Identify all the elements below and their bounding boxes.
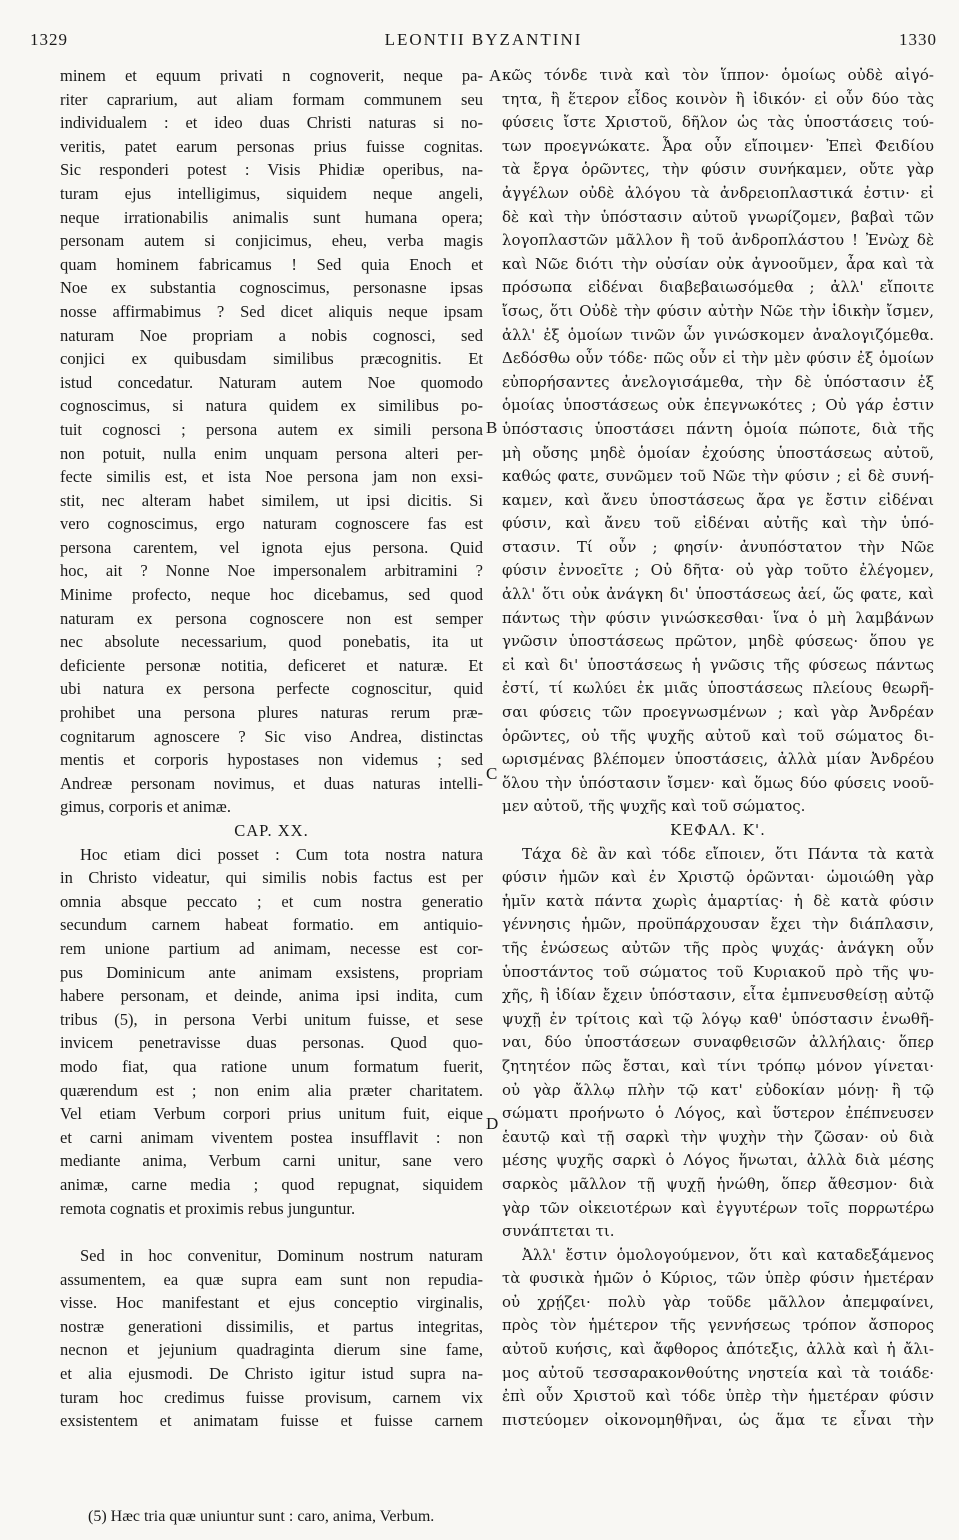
latin-text-line: riter caprarium, aut aliam formam communem seu — [60, 89, 483, 109]
latin-text-line: cognoscimus, si natura quidem ex similibus po- — [60, 396, 483, 416]
latin-text-line: exsistentem et animatam fuisse et fuisse carnem — [60, 1411, 483, 1431]
page-number-left: 1329 — [30, 30, 68, 49]
latin-text-line: tuit cognosci ; persona autem ex simili persona — [60, 419, 483, 439]
greek-text-line: ὑπόστασις ὑποστάσει πάντη ὁμοία πώποτε, διὰ τῆς — [502, 419, 934, 438]
margin-letter-b: B — [486, 418, 498, 437]
greek-text-line: γέννησις ἡμῶν, προϋπάρχουσαν ἔχει τὴν διάπλασιν, — [502, 915, 934, 934]
greek-text-line: φύσιν ἡμῶν καὶ ἐν Χριστῷ ὁρῶνται· ὡμοιώθη γὰρ — [502, 868, 934, 887]
greek-text-line: καμεν, καὶ ἄνευ ὑποστάσεως ἄρα γε ἔστιν εἰδέναι — [502, 490, 934, 509]
latin-text-line: gimus, corporis et animæ. — [60, 797, 231, 817]
greek-text-line: σώματι προήνωτο ὁ Λόγος, καὶ ὕστερον ἐπέπνευσεν — [502, 1104, 934, 1123]
greek-text-line: πιστεύομεν οἰκονομηθῆναι, ὡς ἅμα τε εἶναι τὴν — [502, 1410, 934, 1429]
greek-text-line: συνάπτεται τι. — [502, 1222, 615, 1241]
greek-text-line: ὁμοίας ὑποστάσεως οὐκ ἐπεγνωκότες ; Οὐ γάρ ἐστιν — [502, 396, 934, 415]
greek-text-line: ὅλου τὴν ὑπόστασιν ἴσμεν· καὶ ὅμως δύο φύσεις νοοῦ- — [502, 773, 934, 792]
latin-text-line: nec absolute necessarium, quod ponebatis, ita ut — [60, 632, 483, 652]
latin-text-line: Hoc etiam dici posset : Cum tota nostra natura — [80, 844, 483, 864]
latin-text-line: istud concedatur. Naturam autem Noe quomodo — [60, 372, 483, 392]
greek-text-line: πρόσωπα εἰδέναι διαβεβαιωσόμεθα ; ἀλλ' εἴποιτε — [502, 278, 934, 297]
greek-text-line: μος αὐτοῦ τεσσαρακονθούτης νηστεία καὶ τὰ τοιάδε· — [502, 1363, 934, 1382]
greek-text-line: ωρισμένας βλέπομεν ὑποστάσεις, ἀλλὰ μίαν Ἀνδρέου — [502, 750, 934, 769]
latin-text-line: invicem penetravisse duas personas. Quod quo- — [60, 1033, 483, 1053]
latin-text-line: Minime profecto, neque hoc dicebamus, sed quod — [60, 585, 483, 605]
greek-text-line: ἴσως, ὅτι Οὐδὲ τὴν φύσιν αὐτὴν Νῶε τὴν ἰδικὴν ἴσμεν, — [502, 301, 934, 320]
greek-text-line: αὐτοῦ κυήσις, καὶ ἄφθορος ἀπότεξις, ἀλλὰ καὶ ἡ ἄλι- — [502, 1340, 934, 1359]
greek-text-line: οὐ γὰρ ἄλλῳ πλὴν τῷ κατ' εὐδοκίαν μόνῃ· ἢ τῷ — [502, 1080, 934, 1099]
latin-text-line: secundum carnem habeat formatio. em antiquio- — [60, 915, 483, 935]
greek-text-line: πάντως τὴν φύσιν γινώσκεσθαι· ἵνα ὁ μὴ λαμβάνων — [502, 608, 934, 627]
latin-text-line: et carni animam viventem postea insufflavit : non — [60, 1127, 483, 1147]
latin-text-line: nosse affirmabimus ? Sed dicet aliquis neque ipsam — [60, 301, 483, 321]
margin-letter-d: D — [486, 1114, 499, 1133]
latin-text-line: mentis et corporis hypostases non videmus ; sed — [60, 750, 483, 770]
greek-text-line: δὲ καὶ τὴν ὑπόστασιν αὐτοῦ γνωρίζομεν, βαβαὶ τῶν — [502, 207, 934, 226]
greek-text-line: στασιν. Τί οὖν ; φησίν· ἀνυπόστατον τὴν Νῶε — [502, 537, 934, 556]
greek-text-line: τητα, ἢ ἕτερον εἶδος κοινὸν ἢ ἰδικόν· εἰ οὖν δύο τὰς — [502, 89, 934, 108]
greek-text-line: ἀλλ' ὅτι οὐκ ἀνάγκη δι' ὑποστάσεως ἀεί, ὥς φατε, καὶ — [502, 585, 934, 604]
paragraph-gap — [60, 1220, 483, 1244]
latin-column — [60, 64, 483, 1433]
footnote: (5) Hæc tria quæ uniuntur sunt : caro, anima, Verbum. — [88, 1508, 435, 1525]
latin-text-line: turam hoc credimus fuisse provisum, carnem vix — [60, 1387, 483, 1407]
page-number-right: 1330 — [899, 30, 937, 49]
greek-text-line: των προεγνώκατε. Ἆρα οὖν εἴποιμεν· Ἐπεὶ Φειδίου — [502, 136, 934, 155]
latin-text-line: Noe ex substantia cognoscimus, personasne ipsas — [60, 278, 483, 298]
greek-text-line: τὰ ἔργα ὁρῶντες, τὴν φύσιν συνήκαμεν, οὔτε γὰρ — [502, 160, 934, 179]
latin-text-line: assumentem, ea quæ supra eam sunt non repudia- — [60, 1269, 483, 1289]
greek-text-line: Τάχα δὲ ἂν καὶ τόδε εἴποιεν, ὅτι Πάντα τὰ κατὰ — [522, 844, 934, 863]
greek-text-line: εἰ καὶ δι' ὑποστάσεως ἡ γνῶσις τῆς φύσεως πάντως — [502, 655, 934, 674]
latin-text-line: ubi natura ex persona perfecte cognoscitur, quid — [60, 679, 483, 699]
latin-text-line: minem et equum privati n cognoverit, neque pa- — [60, 66, 483, 85]
greek-text-line: ζητητέον πῶς ἔσται, καὶ τίνι τρόπῳ μόνον γίνεται· — [502, 1056, 934, 1075]
latin-text-line: modo fiat, qua ratione unum formatum fuerit, — [60, 1056, 483, 1076]
greek-text-line: χῆς, ἢ ἰδίαν ἔχειν ὑπόστασιν, εἶτα ἐμπνευσθείσῃ αὐτῷ — [502, 986, 934, 1005]
latin-text-line: necnon et jejunium quadraginta dierum sine fame, — [60, 1340, 483, 1360]
latin-text-line: visse. Hoc manifestant et ejus conceptio virginalis, — [60, 1293, 483, 1313]
greek-text-line: καὶ Νῶε διότι τὴν οὐσίαν οὐκ ἀγνοοῦμεν, ἆρα καὶ τὰ — [502, 254, 934, 273]
latin-text-line: persona carentem, vel ignota ejus persona. Quid — [60, 537, 483, 557]
greek-text-line: σαι φύσεις τῶν προεγνωσμένων ; καὶ γὰρ Ἀνδρέαν — [502, 703, 934, 722]
greek-text-line: οὐ χρῄζει· πολὺ γὰρ τοῦδε μᾶλλον ἀπεμφαίνει, — [502, 1292, 934, 1311]
latin-text-line: naturam Noe propriam a nobis cognosci, sed — [60, 325, 483, 345]
latin-text-line: prohibet una persona plures naturas rerum præ- — [60, 703, 483, 723]
latin-text-line: omnia absque peccato ; et cum nostra generatio — [60, 891, 483, 911]
latin-text-line: stit, nec alteram habet similem, ut ipsi dicitis. Si — [60, 490, 483, 510]
latin-text-line: Andreæ personam novimus, et duas naturas intelli- — [60, 773, 483, 793]
latin-text-line: animæ, carne media ; quod repugnat, siquidem — [60, 1174, 483, 1194]
greek-text-line: ἐπὶ οὖν Χριστοῦ καὶ τόδε ὑπὲρ τὴν ἡμετέραν φύσιν — [502, 1387, 934, 1406]
margin-letter-a: A — [489, 66, 502, 85]
greek-text-line: πρὸς τὸν ἡμέτερον τῆς γεννήσεως τρόπον ἄσπορος — [502, 1316, 934, 1335]
latin-text-line: veritis, patet earum personas prius fuisse cognitas. — [60, 136, 483, 156]
greek-text-line: τὰ φυσικὰ ἡμῶν ὁ Κύριος, τῶν ὑπὲρ φύσιν ἡμετέραν — [502, 1269, 934, 1288]
latin-text-line: Sic responderi potest : Visis Phidiæ operibus, na- — [60, 160, 483, 180]
latin-text-line: mediante anima, Verbum carni unitur, sane vero — [60, 1151, 483, 1171]
latin-text-line: tribus (5), in persona Verbi unitum fuisse, et sese — [60, 1009, 483, 1029]
greek-text-line: ἀλλ' ἐξ ὁμοίων τινῶν ὧν γινώσκομεν ἀναλογιζόμεθα. — [502, 325, 934, 344]
margin-letter-c: C — [486, 764, 498, 783]
latin-text-line: pus Dominicum ante animam exsistens, propriam — [60, 962, 483, 982]
latin-text-line: et alia ejusmodi. De Christo igitur istud supra na- — [60, 1364, 483, 1384]
greek-text-line: ναι, δύο ὑποστάσεων συναφθεισῶν ἀλλήλαις· ὅπερ — [502, 1033, 934, 1052]
greek-text-line: σαρκὸς μᾶλλον τῇ ψυχῇ ἡνώθη, ὅπερ ἄθεσμον· διὰ — [502, 1174, 934, 1193]
latin-text-line: fecte similis est, et ista Noe persona jam non exsi- — [60, 467, 483, 487]
latin-chapter-heading: CAP. XX. — [234, 821, 309, 840]
latin-text-line: habere personam, et deinde, anima ipsi indita, cum — [60, 986, 483, 1006]
latin-text-line: vero cognoscimus, ergo naturam cognoscere fas est — [60, 514, 483, 534]
latin-text-line: quam hominem fabricamus ! Sed quia Enoch et — [60, 254, 483, 274]
latin-text-line: quærendum est ; non enim alia præter charitatem. — [60, 1080, 483, 1100]
latin-text-line: in Christo videatur, qui similis nobis factus est per — [60, 868, 483, 888]
greek-chapter-heading: ΚΕΦΑΛ. Κ'. — [670, 821, 766, 839]
greek-text-line: φύσιν ἐννοεῖτε ; Οὐ δῆτα· οὐ γὰρ τοῦτο ἐλέγομεν, — [502, 561, 934, 580]
greek-text-line: κῶς τόνδε τινὰ καὶ τὸν ἵππον· ὁμοίως οὐδὲ αἰγό- — [502, 66, 934, 84]
greek-text-line: καθώς φατε, συνῶμεν τοῦ Νῶε τὴν φύσιν ; εἰ δὲ συνή- — [502, 467, 934, 486]
greek-text-line: τῆς ἑνώσεως αὐτῶν τῆς πρὸς ψυχάς· ἀνάγκη οὖν — [502, 938, 934, 957]
greek-text-line: ἑαυτῷ καὶ τῇ σαρκὶ τὴν ψυχὴν τὴν ζῶσαν· οὐ διὰ — [502, 1127, 934, 1146]
page-header — [30, 30, 937, 54]
latin-text-line: deficiente personæ notitia, deficeret et naturæ. Et — [60, 655, 483, 675]
latin-text-line: nostræ generationi dissimilis, et partus integritas, — [60, 1316, 483, 1336]
greek-text-line: ἀγγέλων οὐδὲ ἀλόγου τὰ ἀνδρειοπλαστικά ἐστιν· εἰ — [502, 183, 934, 202]
latin-text-line: cognitarum agnoscere ? Sic viso Andrea, distinctas — [60, 726, 483, 746]
greek-text-line: ψυχῇ ἐν τρίτοις καὶ τῷ λόγῳ καθ' ὑπόστασιν ἑνωθῆ- — [502, 1009, 934, 1028]
latin-text-line: individualem : et ideo duas Christi naturas si no- — [60, 113, 483, 133]
latin-text-line: Sed in hoc convenitur, Dominum nostrum naturam — [80, 1246, 483, 1266]
greek-text-line: ἐστί, τί κωλύει ἐκ μιᾶς ὑποστάσεως πλείους θεωρῆ- — [502, 679, 934, 698]
greek-text-line: φύσιν, καὶ ἄνευ τοῦ εἰδέναι αὐτῆς καὶ τὴν ὑπό- — [502, 514, 934, 533]
latin-text-line: neque irrationabilis animalis sunt humana opera; — [60, 207, 483, 227]
greek-text-line: γὰρ τῶν οἰκειοτέρων καὶ ἐγγυτέρων τοῖς πορρωτέρω — [502, 1198, 934, 1217]
greek-text-line: εὐπορήσαντες ἀνελογισάμεθα, τὴν δὲ ὑπόστασιν ἐξ — [502, 372, 934, 391]
greek-text-line: λογοπλαστῶν μᾶλλον ἢ τοῦ ἀνδροπλάστου ! Ἐνὼχ δὲ — [502, 231, 934, 250]
running-title: LEONTII BYZANTINI — [384, 30, 583, 49]
greek-text-line: μεν αὐτοῦ, τῆς ψυχῆς καὶ τοῦ σώματος. — [502, 797, 806, 816]
latin-text-line: personam autem si conjicimus, eheu, verba magis — [60, 231, 483, 251]
greek-text-line: ὁρῶντες, οὐ τῆς ψυχῆς αὐτοῦ καὶ τοῦ σώματος δι- — [502, 726, 934, 745]
latin-text-line: naturam ex persona cognoscere non est semper — [60, 608, 483, 628]
greek-text-line: ἡμῖν κατὰ πάντα χωρὶς ἁμαρτίας· ἡ δὲ κατὰ φύσιν — [502, 891, 934, 910]
latin-text-line: rem unione partium ad animam, necesse est cor- — [60, 938, 483, 958]
latin-text-line: non potuit, nulla enim unquam persona alteri per- — [60, 443, 483, 463]
latin-text-line: conjici ex quibusdam similibus præcognitis. Et — [60, 349, 483, 369]
latin-text-line: remota cognatis et proximis rebus junguntur. — [60, 1198, 356, 1218]
greek-text-line: μὴ οὔσης μηδὲ ὁμοίαν ἐχούσης ὑποστάσεως αὐτοῦ, — [502, 443, 934, 462]
latin-text-line: turam ejus intelligimus, siquidem neque angeli, — [60, 183, 483, 203]
greek-text-line: μέσης ψυχῆς σαρκὶ ὁ Λόγος ἥνωται, ἀλλὰ διὰ μέσης — [502, 1151, 934, 1170]
greek-column — [502, 64, 934, 1432]
greek-text-line: φύσεις ἴστε Χριστοῦ, δῆλον ὡς τὰς ὑποστάσεις τού- — [502, 113, 934, 132]
latin-text-line: hoc, ait ? Nonne Noe impersonalem arbitramini ? — [60, 561, 483, 581]
latin-text-line: Vel etiam Verbum corpori prius unitum fuit, eique — [60, 1104, 483, 1124]
greek-text-line: γνῶσιν ὑποστάσεως πρῶτον, μηδὲ φύσεως· ὅπου γε — [502, 632, 934, 651]
greek-text-line: Δεδόσθω οὖν τόδε· πῶς οὖν εἰ τὴν μὲν φύσιν ἐξ ὁμοίων — [502, 349, 934, 368]
greek-text-line: ὑποστάντος τοῦ σώματος τοῦ Κυριακοῦ πρὸ τῆς ψυ- — [502, 962, 934, 981]
greek-text-line: Ἀλλ' ἔστιν ὁμολογούμενον, ὅτι καὶ καταδεξάμενος — [522, 1245, 934, 1264]
